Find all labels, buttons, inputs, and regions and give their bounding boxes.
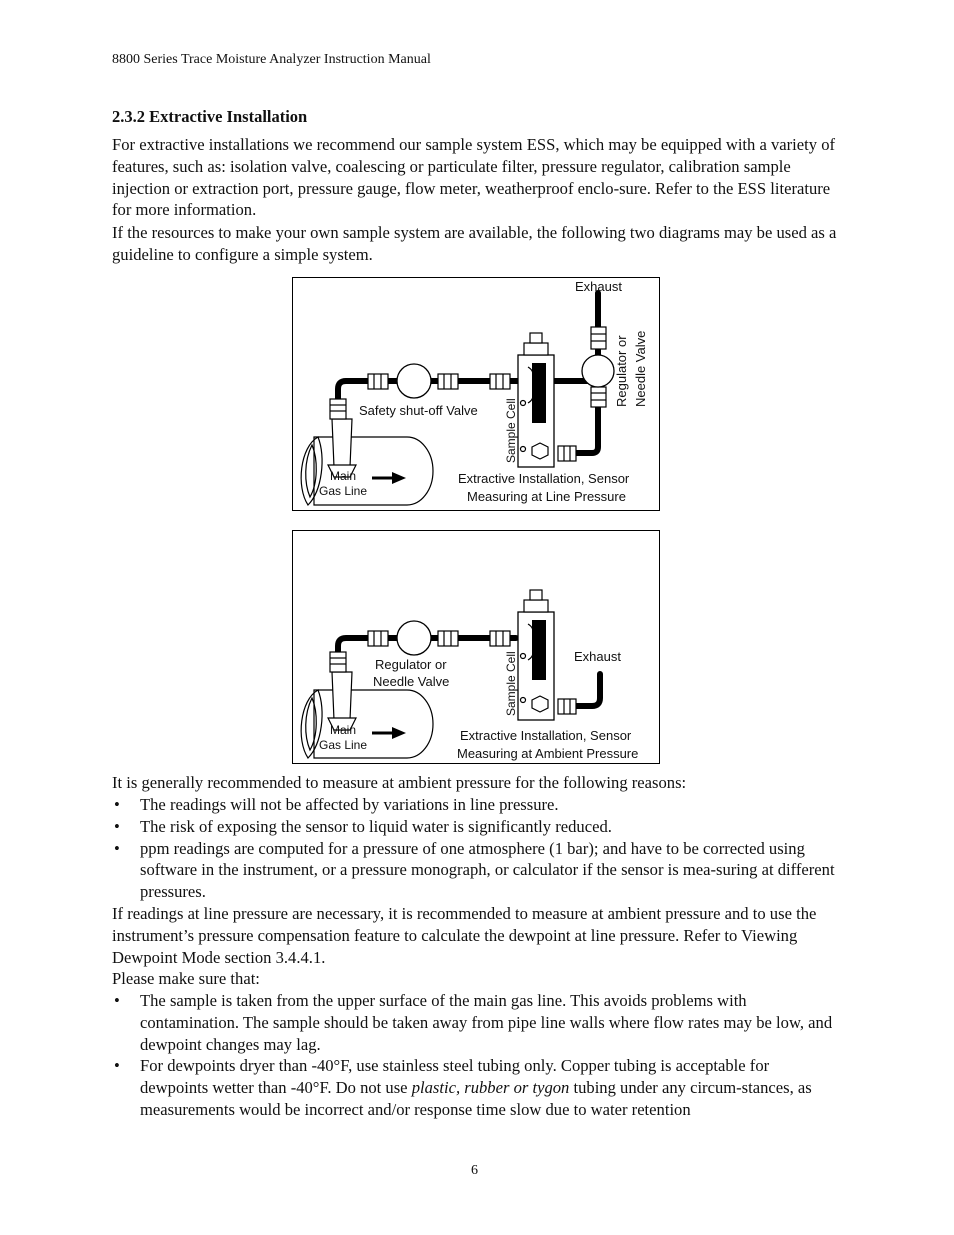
- list-item: [112, 1055, 840, 1120]
- recommend-paragraph: It is generally recommended to measure at ambient pressure for the following reasons:: [112, 773, 687, 792]
- tubing-text-start: For dewpoints dryer than -40°F, use stainless steel tubing only. Copper tubing is acceptable for dewpoints wetter than -40°F. Do not use: [140, 1056, 770, 1098]
- safety-valve-body: [397, 364, 431, 398]
- list-item: • The risk of exposing the sensor to liquid water is significantly reduced.: [112, 816, 840, 838]
- regulator-label-line1: Regulator or: [614, 335, 629, 407]
- exhaust-label: Exhaust: [574, 649, 621, 664]
- diagram1-caption-line2: Measuring at Line Pressure: [467, 489, 626, 504]
- sample-cell-label: Sample Cell: [504, 398, 518, 463]
- checks-list: [112, 990, 840, 1121]
- main-gas-line-label-1: Main: [330, 723, 357, 737]
- page-number: 6: [471, 1163, 478, 1178]
- regulator-label-line2: Needle Valve: [633, 330, 648, 407]
- resources-paragraph: If the resources to make your own sample system are available, the following two diagrams may be used as a guideline to configure a simple system.: [112, 223, 837, 264]
- regulator-label-line1: Regulator or: [375, 657, 447, 672]
- exhaust-label: Exhaust: [575, 279, 622, 294]
- regulator-body: [582, 355, 614, 387]
- list-item: • The readings will not be affected by variations in line pressure.: [112, 794, 840, 816]
- sample-cell-label: Sample Cell: [504, 651, 518, 716]
- main-gas-line-label-1: Main: [330, 469, 357, 483]
- diagram-line-pressure: [292, 277, 660, 511]
- diagram1-caption-line1: Extractive Installation, Sensor: [458, 471, 630, 486]
- main-gas-line-label-2: Gas Line: [319, 738, 368, 752]
- diagram2-caption-line2: Measuring at Ambient Pressure: [457, 746, 639, 761]
- main-gas-line-label-2: Gas Line: [319, 484, 368, 498]
- reasons-list: [112, 794, 840, 903]
- diagram-ambient-pressure: [292, 530, 660, 764]
- line-pressure-paragraph: If readings at line pressure are necessary, it is recommended to measure at ambient pressure and to use the instrument’s pressure compensation feature to calculate the dewpoint at line pressure. Refer to Viewing Dewpoint Mode section 3.4.4.1.: [112, 904, 817, 967]
- list-item: • ppm readings are computed for a pressure of one atmosphere (1 bar); and have to be corrected using software in the instrument, or a pressure monograph, or calculator if the sensor is mea-suring at different pressures.: [112, 838, 840, 903]
- intro-paragraph: For extractive installations we recommend our sample system ESS, which may be equipped with a variety of features, such as: isolation valve, coalescing or particulate filter, pressure regulator, calibration sample injection or extraction port, pressure gauge, flow meter, weatherproof enclo-sure. Refer to the ESS literature for more information.: [112, 135, 836, 220]
- tubing-text-end: tubing under any circum-stances, as measurements would be incorrect and/or response time slow due to water retention: [140, 1078, 812, 1119]
- tubing-materials-emphasis: plastic, rubber or tygon: [411, 1078, 570, 1098]
- safety-valve-label: Safety shut-off Valve: [359, 403, 478, 418]
- running-header: 8800 Series Trace Moisture Analyzer Instruction Manual: [112, 52, 431, 67]
- make-sure-paragraph: Please make sure that:: [112, 969, 260, 988]
- regulator-label-line2: Needle Valve: [373, 674, 450, 689]
- regulator-body: [397, 621, 431, 655]
- list-item: • The sample is taken from the upper surface of the main gas line. This avoids problems with contamination. The sample should be taken away from pipe line walls where flow rates may be low, and dewpoint changes may lag.: [112, 990, 840, 1055]
- diagram-ambient-pressure-drawing: [292, 530, 660, 764]
- diagram2-caption-line1: Extractive Installation, Sensor: [460, 728, 632, 743]
- diagram-line-pressure-drawing: [292, 277, 660, 511]
- section-title: 2.3.2 Extractive Installation: [112, 107, 308, 126]
